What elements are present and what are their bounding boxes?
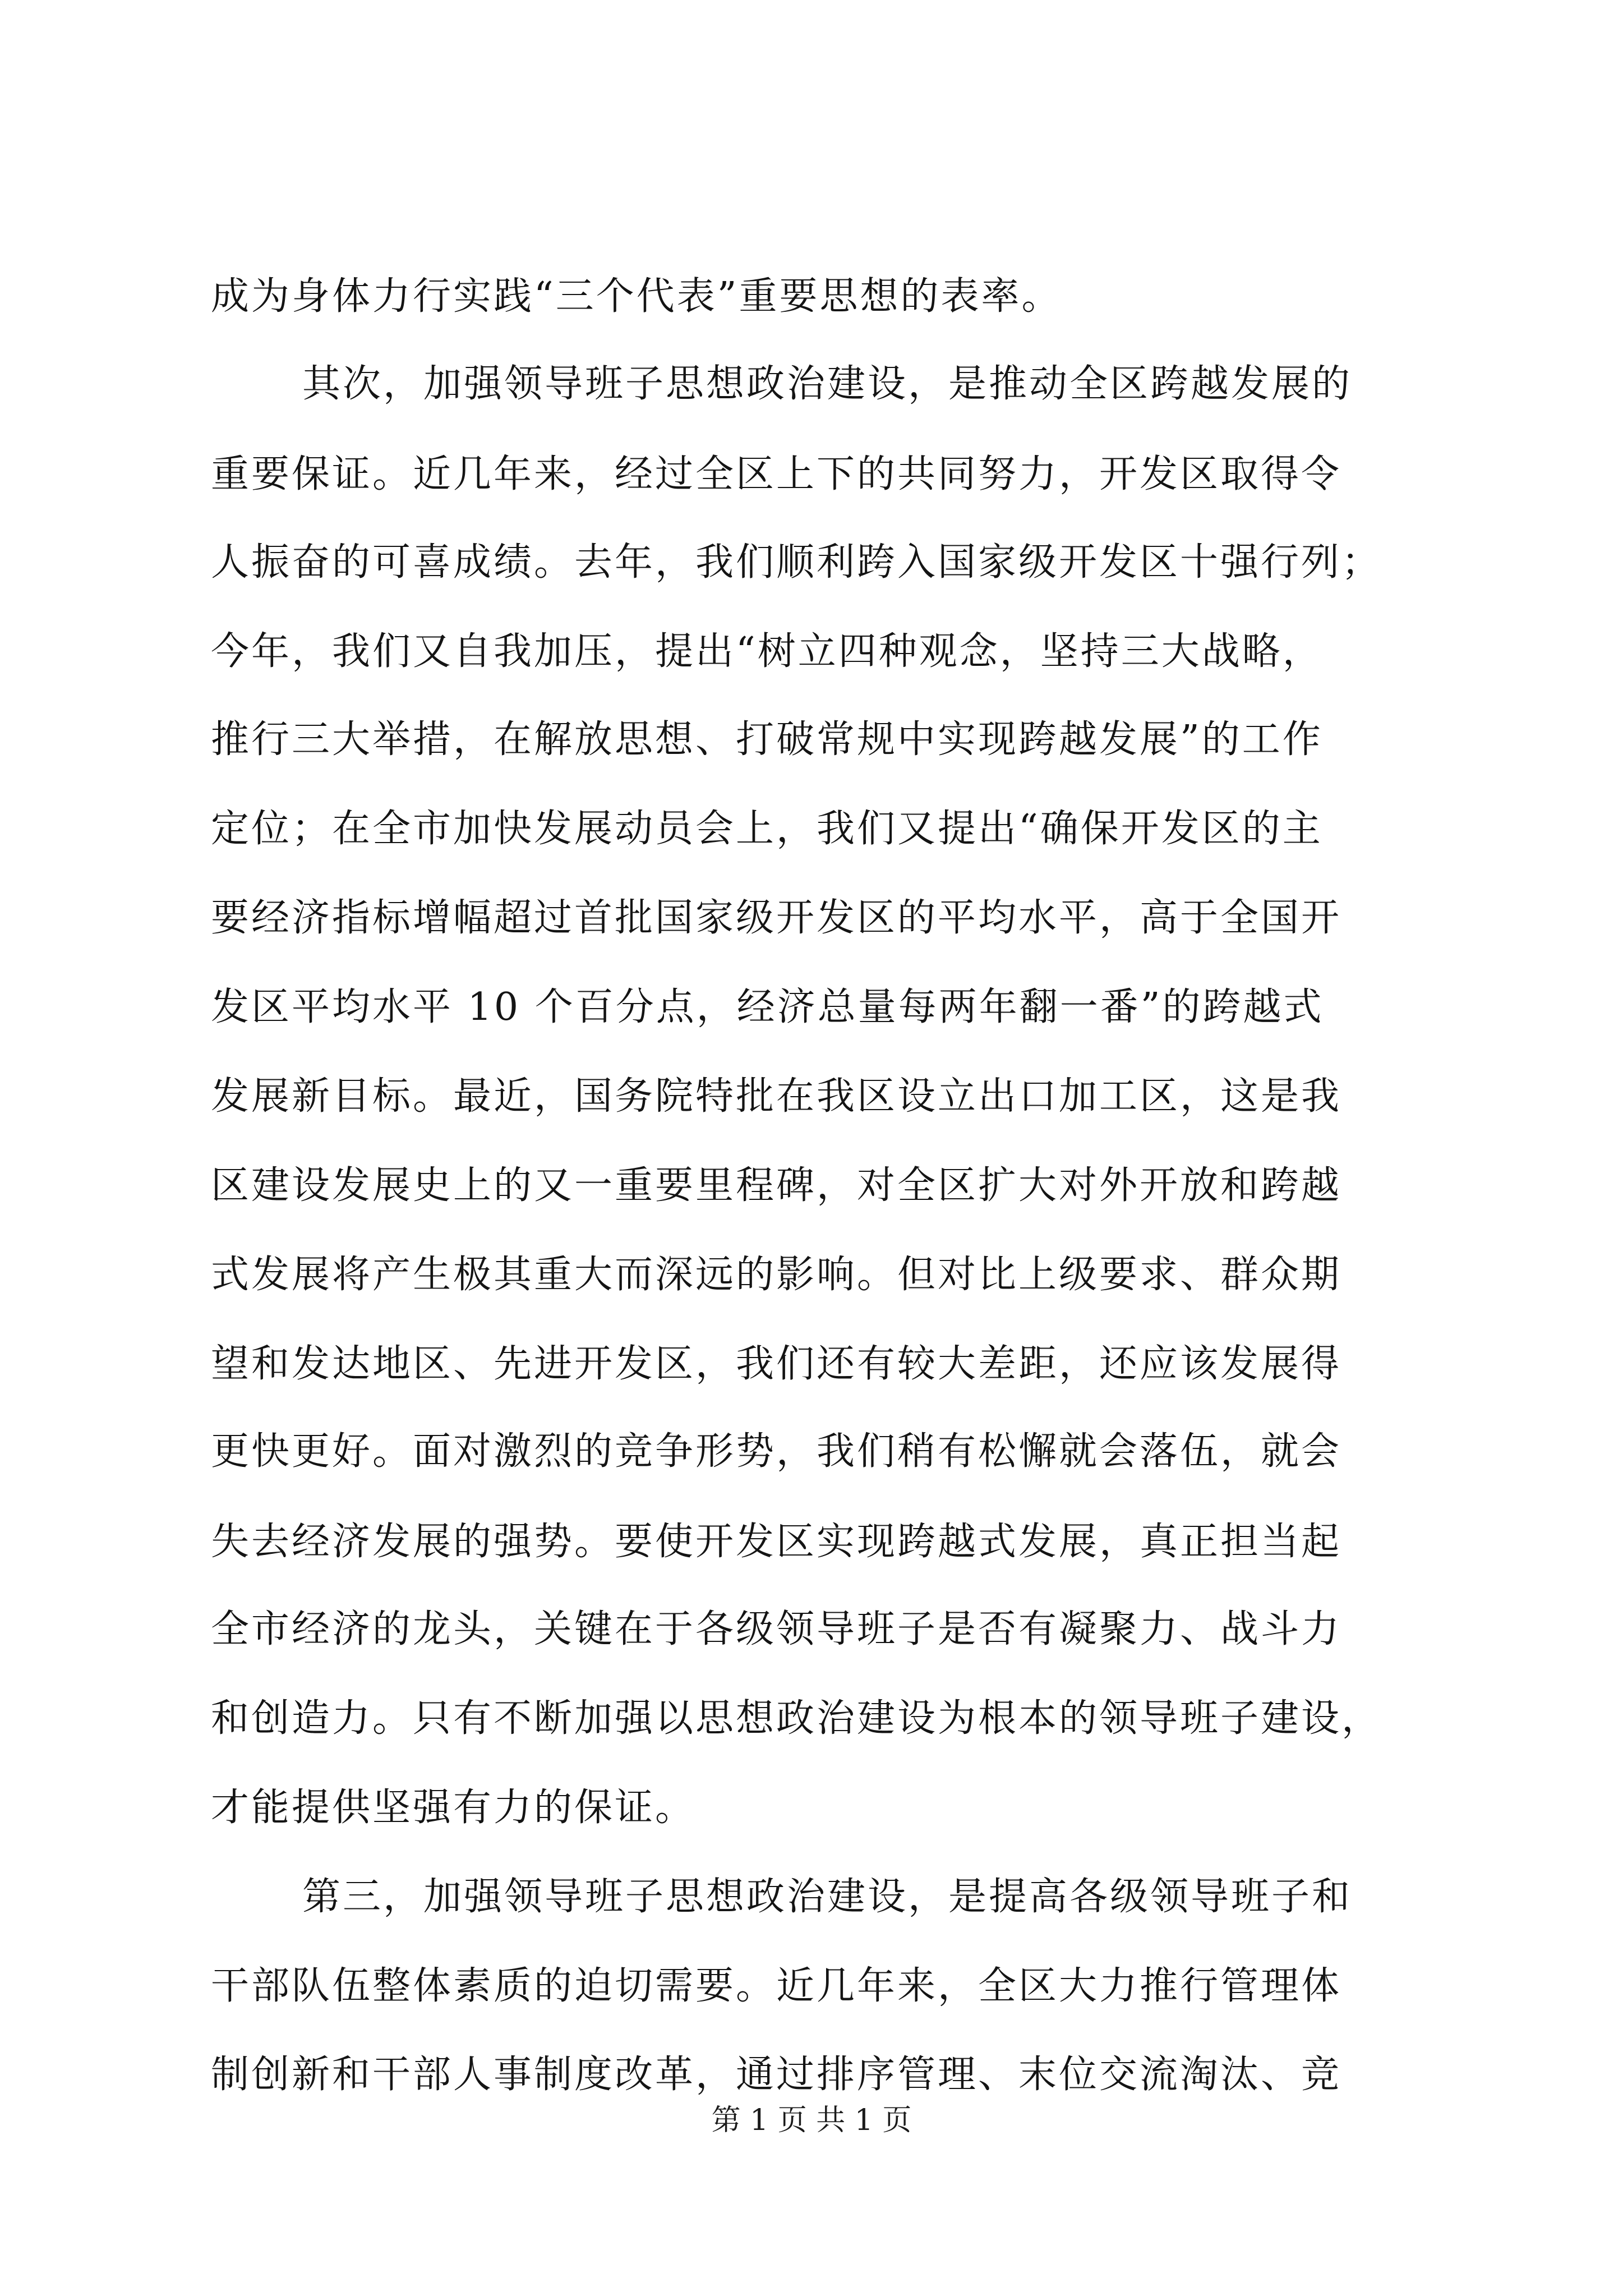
text-line: 要经济指标增幅超过首批国家级开发区的平均水平，高于全国开 bbox=[211, 896, 1342, 940]
text-line: 式发展将产生极其重大而深远的影响。但对比上级要求、群众期 bbox=[211, 1253, 1342, 1297]
text-line: 更快更好。面对激烈的竞争形势，我们稍有松懈就会落伍，就会 bbox=[211, 1429, 1342, 1474]
text-line: 成为身体力行实践“三个代表”重要思想的表率。 bbox=[211, 274, 1062, 319]
text-line: 人振奋的可喜成绩。去年，我们顺利跨入国家级开发区十强行列； bbox=[211, 540, 1382, 585]
text-line: 全市经济的龙头，关键在于各级领导班子是否有凝聚力、战斗力 bbox=[211, 1607, 1342, 1651]
text-line: 发区平均水平 10 个百分点，经济总量每两年翻一番”的跨越式 bbox=[211, 985, 1324, 1029]
text-line: 推行三大举措，在解放思想、打破常规中实现跨越发展”的工作 bbox=[211, 717, 1323, 762]
text-line: 才能提供坚强有力的保证。 bbox=[211, 1786, 696, 1830]
text-line: 发展新目标。最近，国务院特批在我区设立出口加工区，这是我 bbox=[211, 1074, 1342, 1119]
paragraph-first-line: 第三，加强领导班子思想政治建设，是提高各级领导班子和 bbox=[302, 1875, 1353, 1919]
text-line: 区建设发展史上的又一重要里程碑，对全区扩大对外开放和跨越 bbox=[211, 1163, 1342, 1208]
text-line: 望和发达地区、先进开发区，我们还有较大差距，还应该发展得 bbox=[211, 1342, 1342, 1386]
text-line: 制创新和干部人事制度改革，通过排序管理、末位交流淘汰、竞 bbox=[211, 2053, 1342, 2097]
text-line: 失去经济发展的强势。要使开发区实现跨越式发展，真正担当起 bbox=[211, 1520, 1342, 1564]
text-line: 和创造力。只有不断加强以思想政治建设为根本的领导班子建设， bbox=[211, 1696, 1382, 1741]
text-line: 重要保证。近几年来，经过全区上下的共同努力，开发区取得令 bbox=[211, 452, 1342, 496]
page-number-footer: 第 1 页 共 1 页 bbox=[711, 2104, 912, 2137]
paragraph-first-line: 其次，加强领导班子思想政治建设，是推动全区跨越发展的 bbox=[302, 362, 1353, 406]
text-line: 定位；在全市加快发展动员会上，我们又提出“确保开发区的主 bbox=[211, 807, 1323, 851]
text-line: 今年，我们又自我加压，提出“树立四种观念，坚持三大战略， bbox=[211, 629, 1323, 674]
text-line: 干部队伍整体素质的迫切需要。近几年来，全区大力推行管理体 bbox=[211, 1964, 1342, 2008]
